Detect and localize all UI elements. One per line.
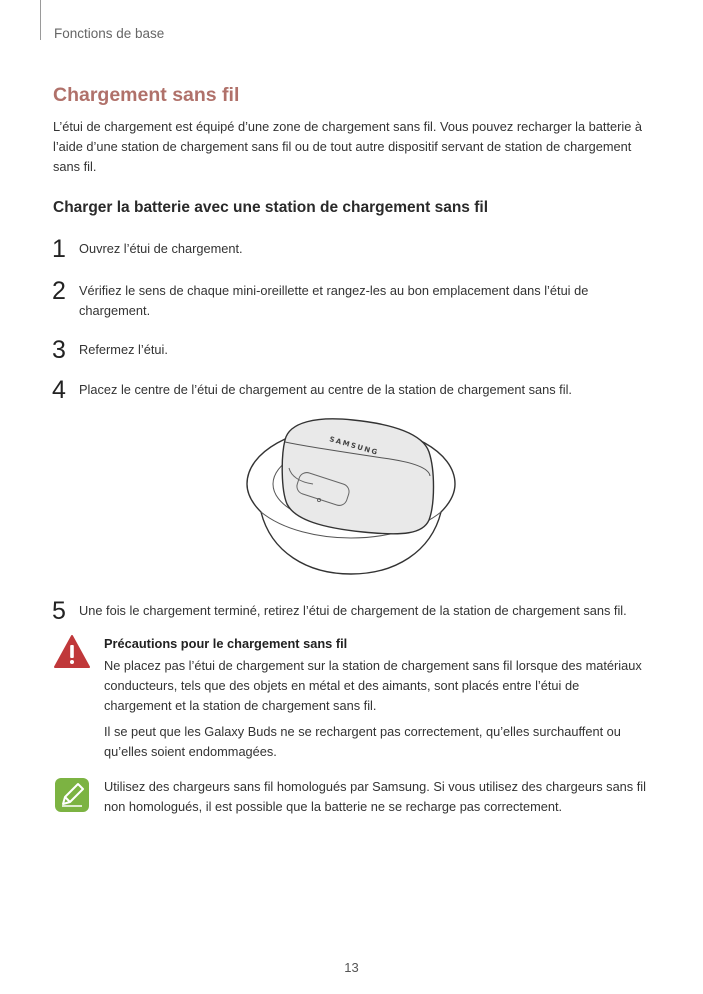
note-text: Utilisez des chargeurs sans fil homologués par Samsung. Si vous utilisez des chargeurs sans fil non homologués, il est possible que la batterie ne se recharge pas correctement. bbox=[104, 779, 646, 814]
step-number: 1 bbox=[52, 235, 66, 263]
step-number: 5 bbox=[52, 597, 66, 625]
step-text: Une fois le chargement terminé, retirez l’étui de chargement de la station de chargement sans fil. bbox=[79, 603, 627, 618]
caution-title: Précautions pour le chargement sans fil bbox=[104, 636, 348, 651]
step-number: 4 bbox=[52, 376, 66, 404]
pencil-note-icon bbox=[54, 777, 90, 813]
charging-illustration bbox=[243, 412, 459, 578]
caution-paragraph: Il se peut que les Galaxy Buds ne se rechargent pas correctement, qu’elles surchauffent ou qu’elles soient endommagées. bbox=[104, 724, 621, 759]
caution-paragraph: Ne placez pas l’étui de chargement sur la station de chargement sans fil lorsque des matériaux conducteurs, tels que des objets en métal et des aimants, sont placés entre l’étui de chargement et la station de chargement sans fil. bbox=[104, 658, 642, 713]
section-header: Fonctions de base bbox=[54, 26, 165, 41]
step-text: Refermez l’étui. bbox=[79, 342, 168, 357]
step-number: 2 bbox=[52, 277, 66, 305]
caution-body bbox=[104, 634, 649, 768]
page-title: Chargement sans fil bbox=[53, 84, 240, 106]
brand-logo: SAMSUNG bbox=[328, 435, 380, 457]
intro-paragraph: L’étui de chargement est équipé d’une zone de chargement sans fil. Vous pouvez recharger la batterie à l’aide d’une station de chargement sans fil ou de tout autre dispositif servant de station de chargement sans fil. bbox=[53, 119, 643, 174]
step-text: Ouvrez l’étui de chargement. bbox=[79, 241, 243, 256]
warning-icon bbox=[54, 634, 90, 670]
note-body bbox=[104, 777, 649, 823]
step-text: Vérifiez le sens de chaque mini-oreillette et rangez-les au bon emplacement dans l’étui de chargement. bbox=[79, 283, 589, 318]
step-text: Placez le centre de l’étui de chargement au centre de la station de chargement sans fil. bbox=[79, 382, 572, 397]
step-number: 3 bbox=[52, 336, 66, 364]
section-subtitle: Charger la batterie avec une station de chargement sans fil bbox=[53, 199, 489, 216]
page-number: 13 bbox=[344, 960, 359, 975]
header-rule bbox=[40, 0, 41, 40]
charging-case bbox=[282, 419, 433, 534]
